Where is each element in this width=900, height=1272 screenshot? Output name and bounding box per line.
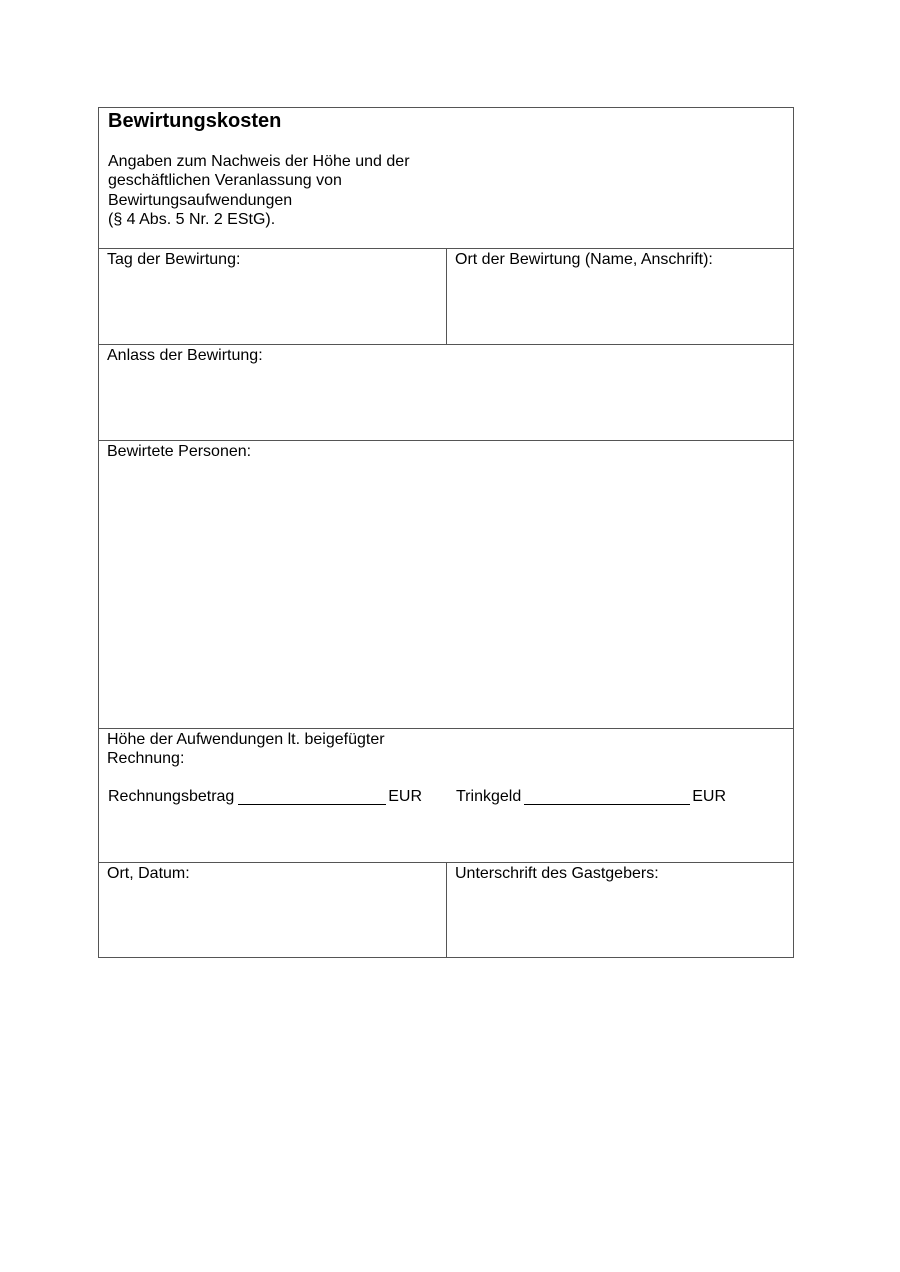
subtitle-line: (§ 4 Abs. 5 Nr. 2 EStG). bbox=[108, 210, 276, 228]
signature-row bbox=[99, 863, 793, 957]
tip-currency: EUR bbox=[692, 788, 726, 805]
amount-label-line: Rechnung: bbox=[107, 750, 185, 767]
place-field[interactable] bbox=[447, 249, 793, 344]
date-label: Tag der Bewirtung: bbox=[107, 251, 241, 268]
subtitle-line: geschäftlichen Veranlassung von bbox=[108, 172, 342, 190]
entertainment-expense-form bbox=[98, 107, 794, 958]
guests-label: Bewirtete Personen: bbox=[107, 443, 252, 460]
form-header bbox=[99, 108, 793, 249]
invoice-currency: EUR bbox=[388, 788, 422, 805]
occasion-label: Anlass der Bewirtung: bbox=[107, 347, 263, 364]
host-signature-label: Unterschrift des Gastgebers: bbox=[455, 865, 659, 882]
host-signature-field[interactable] bbox=[447, 863, 793, 957]
subtitle-line: Angaben zum Nachweis der Höhe und der bbox=[108, 153, 410, 170]
tip-amount-field[interactable] bbox=[456, 787, 726, 806]
place-date-label: Ort, Datum: bbox=[107, 865, 190, 882]
occasion-field[interactable] bbox=[99, 345, 793, 441]
subtitle-line: Bewirtungsaufwendungen bbox=[108, 191, 293, 209]
place-date-field[interactable] bbox=[99, 863, 447, 957]
place-label: Ort der Bewirtung (Name, Anschrift): bbox=[455, 251, 713, 268]
date-field[interactable] bbox=[99, 249, 447, 344]
amount-row bbox=[99, 729, 793, 863]
form-subtitle bbox=[108, 152, 410, 229]
date-place-row bbox=[99, 249, 793, 345]
form-title: Bewirtungskosten bbox=[108, 110, 282, 132]
invoice-amount-blank[interactable] bbox=[238, 787, 386, 805]
tip-label: Trinkgeld bbox=[456, 788, 522, 805]
invoice-amount-field[interactable] bbox=[108, 787, 422, 806]
amount-label-line: Höhe der Aufwendungen lt. beigefügter bbox=[107, 731, 385, 748]
guests-field[interactable] bbox=[99, 441, 793, 729]
tip-amount-blank[interactable] bbox=[524, 787, 690, 805]
invoice-amount-label: Rechnungsbetrag bbox=[108, 788, 235, 805]
